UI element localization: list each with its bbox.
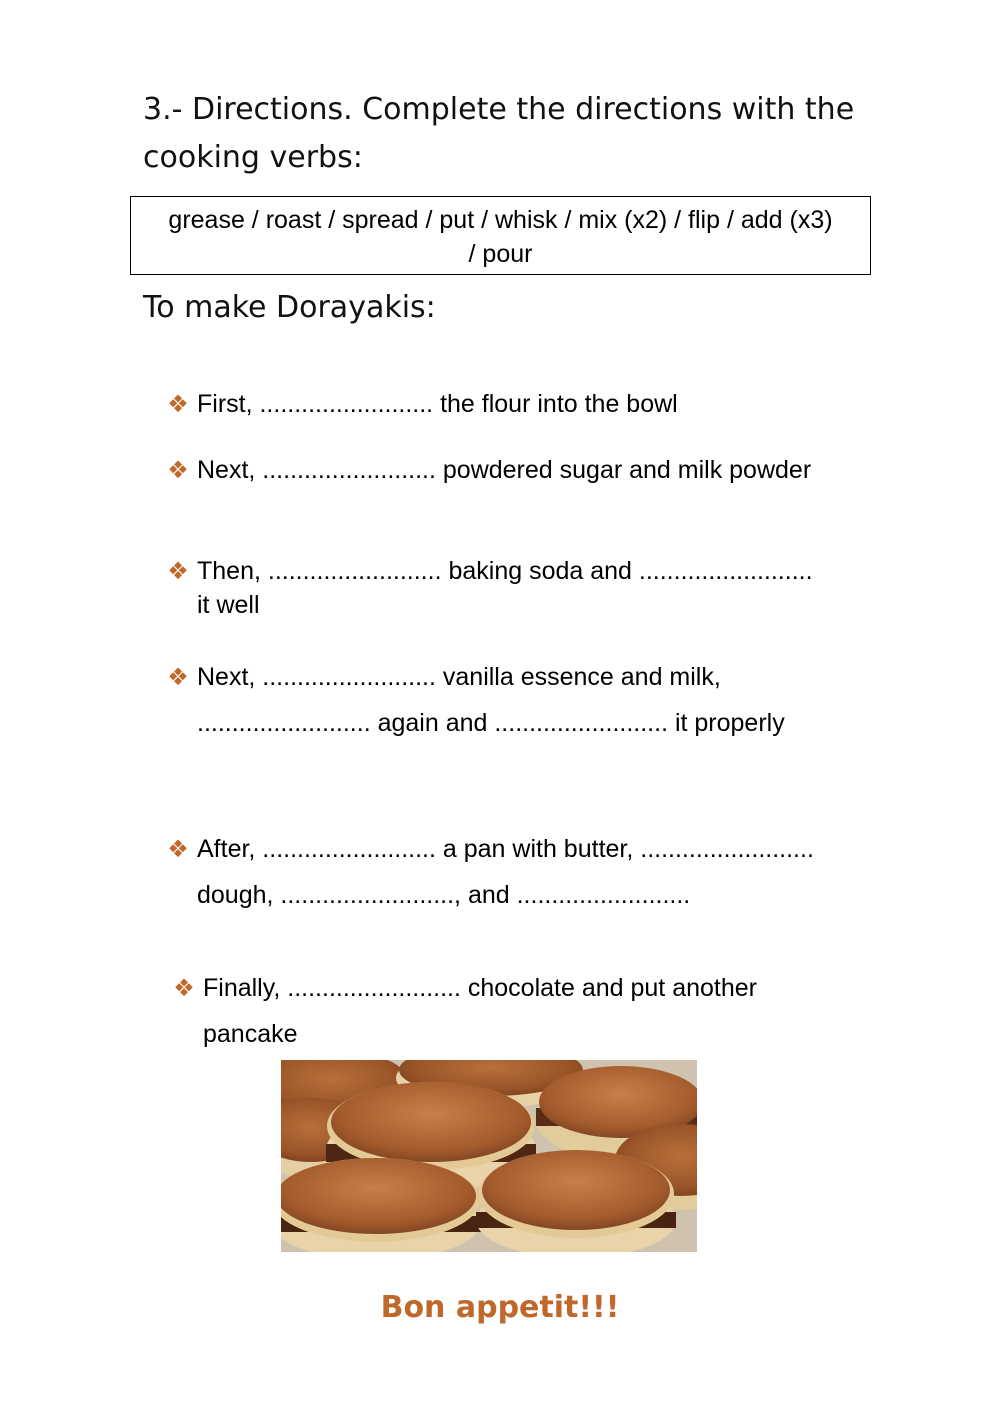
step-first: [167, 388, 887, 420]
step-next-1: [167, 454, 887, 486]
dorayaki-illustration: [281, 1060, 697, 1252]
step-after: [167, 826, 887, 918]
verb-bank-line-2: / pour: [468, 240, 533, 268]
diamond-bullet-icon: ❖: [167, 835, 189, 863]
step-text: After, ......................... a pan with butter, .........................: [197, 835, 814, 863]
front-dorayaki-right: [476, 1150, 676, 1252]
step-text: Next, ......................... vanilla essence and milk,: [197, 663, 721, 691]
diamond-bullet-icon: ❖: [167, 390, 189, 418]
front-dorayaki-left: [281, 1158, 481, 1252]
step-text: Finally, ......................... chocolate and put another: [203, 974, 757, 1002]
step-text: Next, ......................... powdered sugar and milk powder: [197, 456, 812, 484]
step-text: dough, ........................., and .........................: [197, 881, 691, 909]
verb-bank-line-1: grease / roast / spread / put / whisk / mix (x2) / flip / add (x3): [168, 206, 833, 234]
verb-bank-box: [130, 196, 871, 275]
step-text: pancake: [203, 1020, 298, 1048]
closing-text: Bon appetit!!!: [380, 1290, 620, 1325]
page-heading: 3.- Directions. Complete the directions with the cooking verbs:: [143, 92, 855, 175]
diamond-bullet-icon: ❖: [173, 974, 195, 1002]
diamond-bullet-icon: ❖: [167, 663, 189, 691]
step-next-2: [167, 654, 887, 746]
step-text: First, ......................... the flour into the bowl: [197, 390, 678, 418]
diamond-bullet-icon: ❖: [167, 557, 189, 585]
step-text: Then, ......................... baking soda and .........................: [197, 557, 813, 585]
step-text: it well: [197, 591, 260, 619]
recipe-title: To make Dorayakis:: [143, 290, 436, 325]
step-text: ......................... again and ......................... it properly: [197, 709, 785, 737]
dorayaki-photo: [281, 1060, 697, 1252]
step-finally: [173, 965, 893, 1057]
diamond-bullet-icon: ❖: [167, 456, 189, 484]
step-then: [167, 554, 887, 622]
